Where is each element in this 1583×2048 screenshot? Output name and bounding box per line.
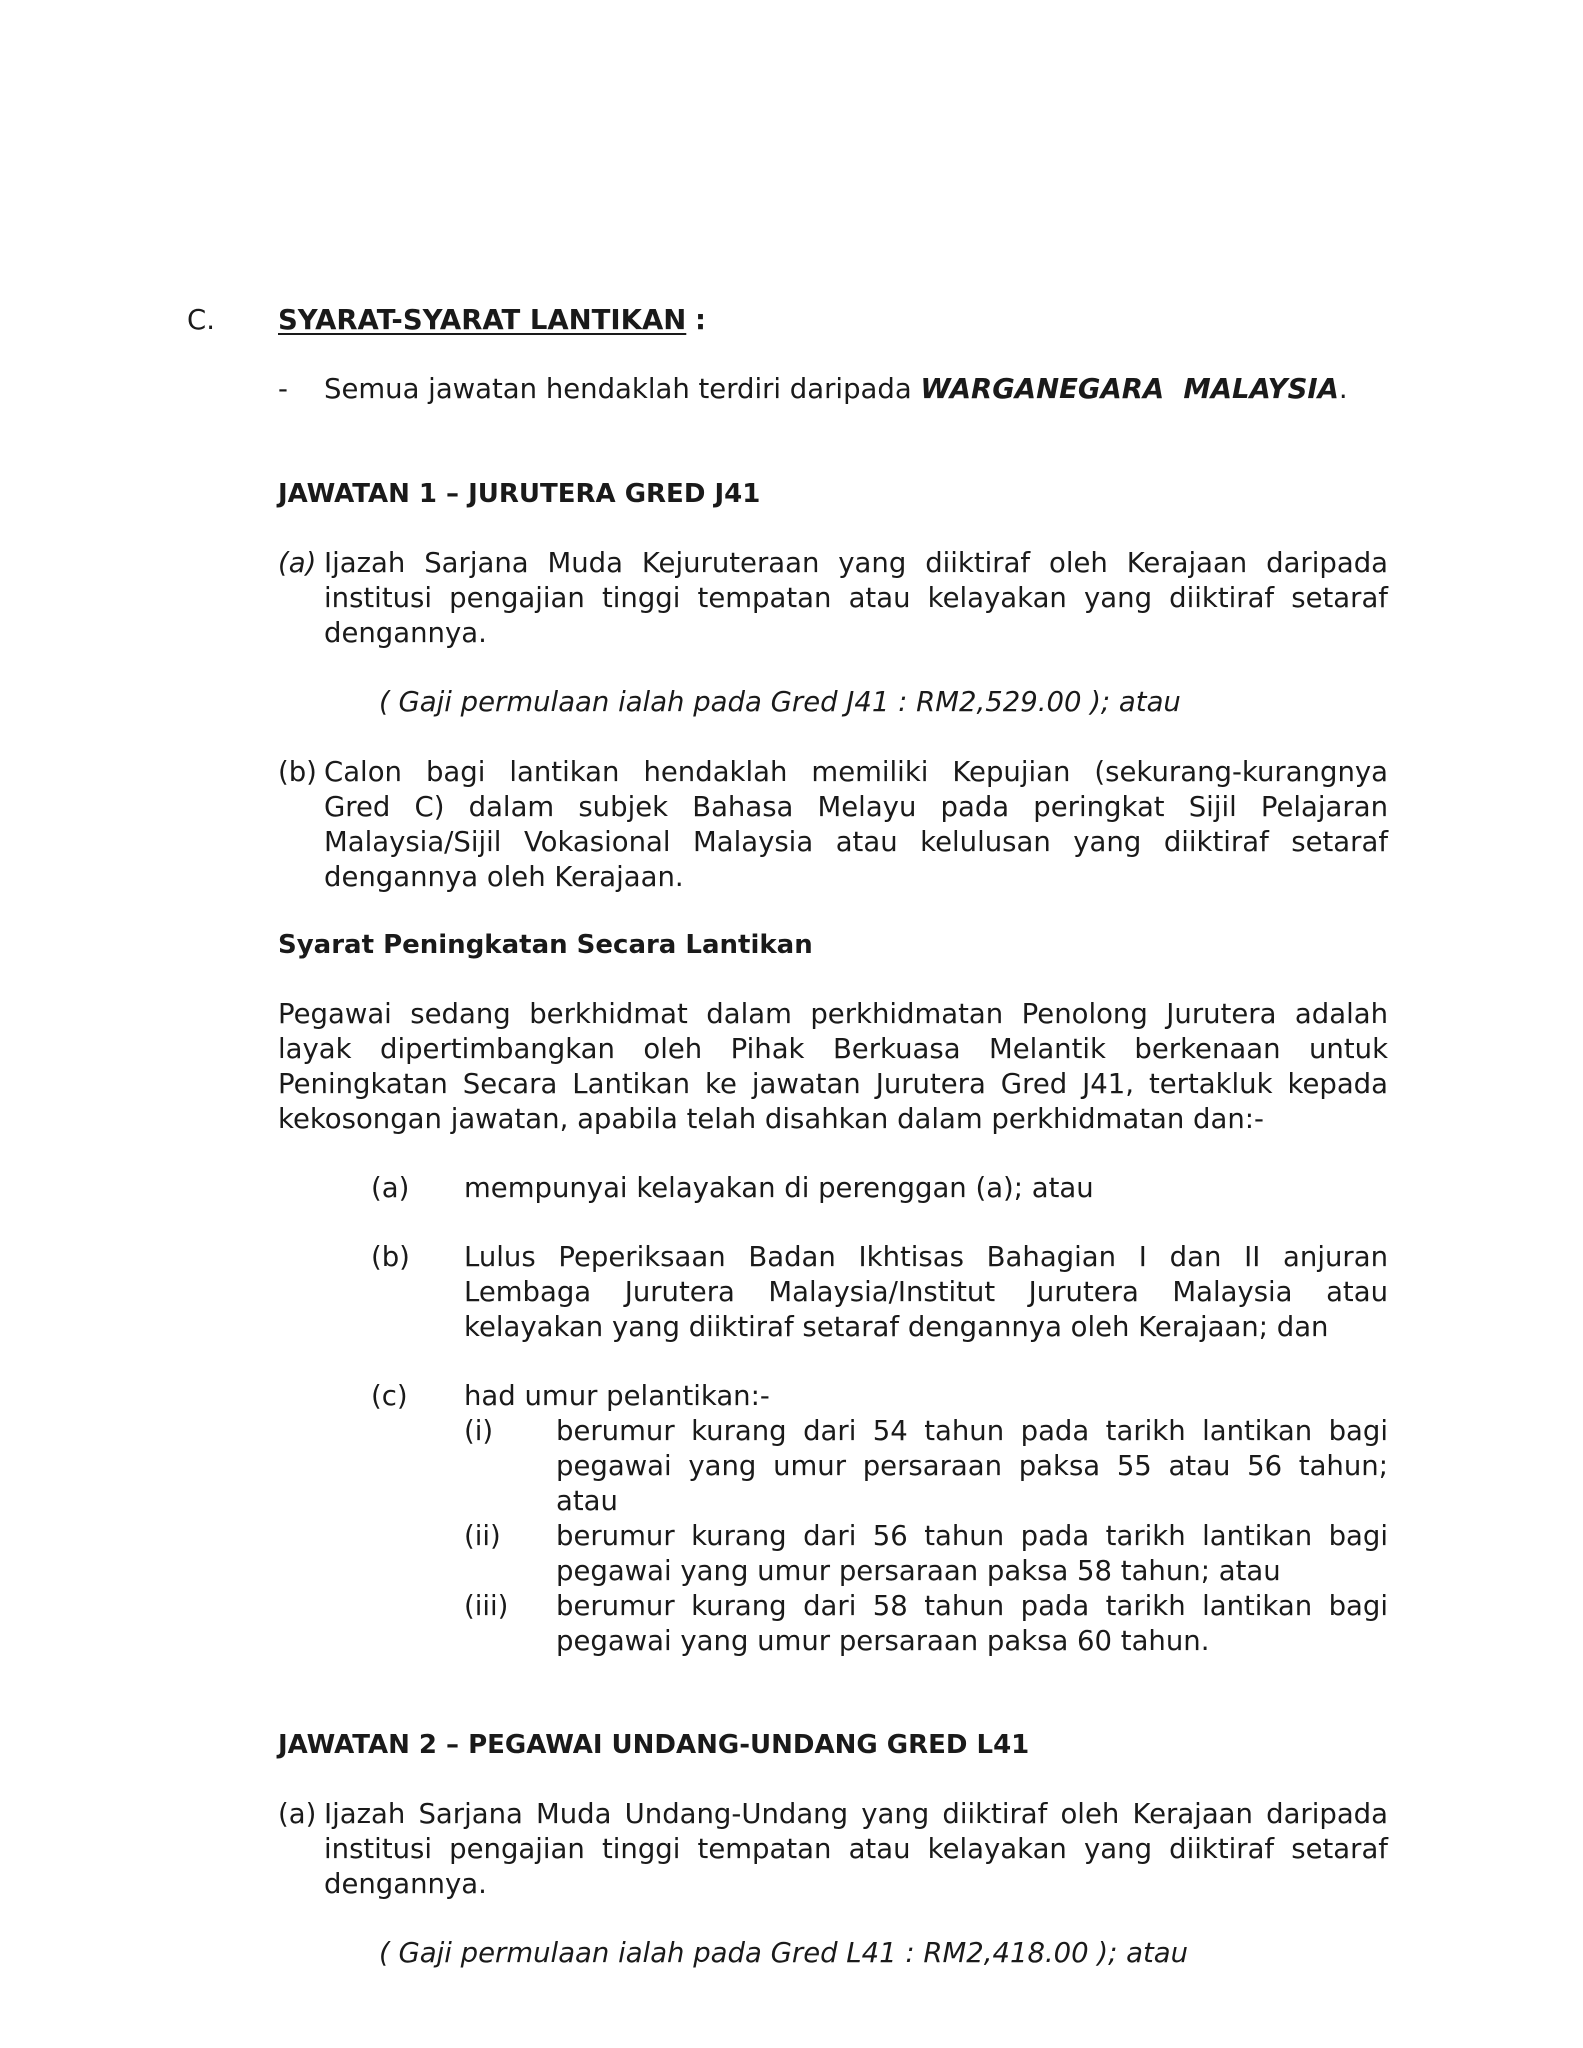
age-limit-ii-line2: pegawai yang umur persaraan paksa 58 tahun; atau	[556, 1555, 1281, 1587]
jawatan1-item-a-line3: dengannya.	[324, 617, 487, 649]
jawatan2-heading: JAWATAN 2 – PEGAWAI UNDANG-UNDANG GRED L41	[278, 1730, 1030, 1760]
age-limit-ii-line1: berumur kurang dari 56 tahun pada tarikh lantikan bagi	[556, 1520, 1388, 1552]
section-title-row	[278, 303, 706, 338]
age-limit-i-label: (i)	[464, 1415, 494, 1447]
jawatan1-item-a-line1: Ijazah Sarjana Muda Kejuruteraan yang diiktiraf oleh Kerajaan daripada	[324, 547, 1388, 579]
age-limit-iii-line1: berumur kurang dari 58 tahun pada tarikh lantikan bagi	[556, 1590, 1388, 1622]
promotion-heading: Syarat Peningkatan Secara Lantikan	[278, 930, 813, 960]
citizen-requirement	[324, 372, 1348, 407]
condition-a-label: (a)	[371, 1172, 410, 1204]
condition-b-line2: Lembaga Jurutera Malaysia/Institut Jurutera Malaysia atau	[464, 1276, 1388, 1308]
jawatan1-item-a-line2: institusi pengajian tinggi tempatan atau kelayakan yang diiktiraf setaraf	[324, 582, 1388, 614]
jawatan2-item-a-line3: dengannya.	[324, 1868, 487, 1900]
jawatan1-salary: ( Gaji permulaan ialah pada Gred J41 : RM2,529.00 ); atau	[379, 686, 1181, 718]
age-limit-iii	[556, 1589, 1388, 1659]
section-letter: C.	[187, 304, 215, 336]
age-limit-i-line3: atau	[556, 1485, 618, 1517]
age-limit-ii	[556, 1519, 1388, 1589]
jawatan2-item-a	[324, 1797, 1388, 1902]
jawatan1-item-a-label: (a)	[278, 547, 317, 579]
jawatan1-item-a	[324, 546, 1388, 651]
age-limit-i-line2: pegawai yang umur persaraan paksa 55 atau 56 tahun;	[556, 1450, 1388, 1482]
age-limit-ii-label: (ii)	[464, 1520, 501, 1552]
age-limit-i-line1: berumur kurang dari 54 tahun pada tarikh lantikan bagi	[556, 1415, 1388, 1447]
age-limit-iii-label: (iii)	[464, 1590, 509, 1622]
section-title: SYARAT-SYARAT LANTIKAN	[278, 304, 687, 336]
condition-b-label: (b)	[371, 1241, 410, 1273]
section-title-colon: :	[695, 304, 707, 336]
jawatan1-item-b-line3: Malaysia/Sijil Vokasional Malaysia atau kelulusan yang diiktiraf setaraf	[324, 826, 1388, 858]
citizen-emphasis: WARGANEGARA MALAYSIA	[920, 373, 1339, 405]
condition-b	[464, 1240, 1388, 1345]
jawatan1-item-b	[324, 755, 1388, 895]
age-limit-i	[556, 1414, 1388, 1519]
condition-c-label: (c)	[371, 1380, 408, 1412]
citizen-dash: -	[278, 373, 288, 405]
promotion-line2: layak dipertimbangkan oleh Pihak Berkuasa Melantik berkenaan untuk	[278, 1033, 1388, 1065]
jawatan1-heading: JAWATAN 1 – JURUTERA GRED J41	[278, 479, 761, 509]
jawatan2-item-a-line1: Ijazah Sarjana Muda Undang-Undang yang diiktiraf oleh Kerajaan daripada	[324, 1798, 1388, 1830]
promotion-line1: Pegawai sedang berkhidmat dalam perkhidmatan Penolong Jurutera adalah	[278, 998, 1388, 1030]
jawatan1-item-b-line4: dengannya oleh Kerajaan.	[324, 861, 684, 893]
jawatan2-item-a-label: (a)	[278, 1798, 317, 1830]
promotion-line3: Peningkatan Secara Lantikan ke jawatan Jurutera Gred J41, tertakluk kepada	[278, 1068, 1388, 1100]
condition-c-text: had umur pelantikan:-	[464, 1380, 770, 1412]
age-limit-iii-line2: pegawai yang umur persaraan paksa 60 tahun.	[556, 1625, 1210, 1657]
condition-b-line3: kelayakan yang diiktiraf setaraf dengannya oleh Kerajaan; dan	[464, 1311, 1329, 1343]
condition-a-text: mempunyai kelayakan di perenggan (a); atau	[464, 1172, 1094, 1204]
jawatan1-item-b-line1: Calon bagi lantikan hendaklah memiliki Kepujian (sekurang-kurangnya	[324, 756, 1388, 788]
jawatan2-item-a-line2: institusi pengajian tinggi tempatan atau kelayakan yang diiktiraf setaraf	[324, 1833, 1388, 1865]
jawatan1-item-b-label: (b)	[278, 756, 317, 788]
condition-b-line1: Lulus Peperiksaan Badan Ikhtisas Bahagian I dan II anjuran	[464, 1241, 1388, 1273]
jawatan2-salary: ( Gaji permulaan ialah pada Gred L41 : RM2,418.00 ); atau	[379, 1937, 1189, 1969]
jawatan1-item-b-line2: Gred C) dalam subjek Bahasa Melayu pada peringkat Sijil Pelajaran	[324, 791, 1388, 823]
citizen-period: .	[1338, 373, 1348, 405]
citizen-text: Semua jawatan hendaklah terdiri daripada	[324, 373, 921, 405]
promotion-line4: kekosongan jawatan, apabila telah disahkan dalam perkhidmatan dan:-	[278, 1103, 1264, 1135]
promotion-paragraph	[278, 997, 1388, 1137]
